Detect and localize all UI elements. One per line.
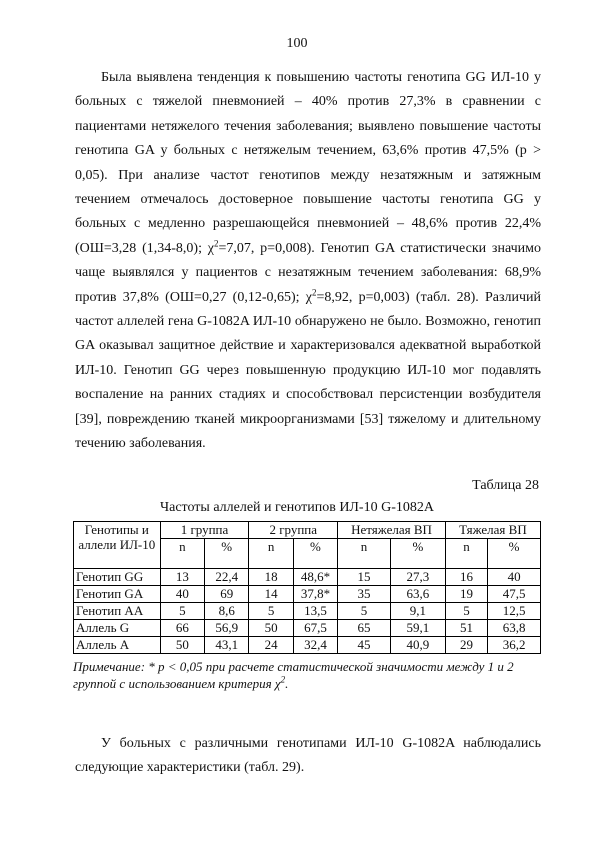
table-cell: 18: [249, 569, 293, 586]
subheader-percent: %: [488, 539, 541, 569]
group-header: 1 группа: [160, 522, 249, 539]
row-label: Аллель А: [74, 637, 161, 654]
page-number: 100: [286, 36, 308, 51]
table-cell: 63,8: [488, 620, 541, 637]
table-cell: 50: [160, 637, 204, 654]
table-cell: 9,1: [390, 603, 445, 620]
table-row: [74, 586, 541, 603]
note-end: .: [285, 676, 289, 691]
group-header: Нетяжелая ВП: [338, 522, 446, 539]
row-label: Генотип GA: [74, 586, 161, 603]
note-text: Примечание: * р < 0,05 при расчете статистической значимости между 1 и 2 группой с использованием критерия χ: [73, 659, 514, 691]
row-label: Аллель G: [74, 620, 161, 637]
paragraph-next-table-intro: У больных с различными генотипами ИЛ-10 G-1082A наблюдались следующие характеристики (табл. 29).: [75, 736, 541, 776]
table-cell: 35: [338, 586, 391, 603]
table-cell: 40,9: [390, 637, 445, 654]
table-cell: 63,6: [390, 586, 445, 603]
chi-square-superscript: 2: [312, 287, 317, 297]
subheader-n: n: [160, 539, 204, 569]
subheader-percent: %: [293, 539, 337, 569]
table-title: Частоты аллелей и генотипов ИЛ-10 G-1082A: [160, 500, 434, 515]
group-header: Тяжелая ВП: [445, 522, 540, 539]
table-cell: 37,8*: [293, 586, 337, 603]
table-cell: 29: [445, 637, 487, 654]
paragraph-text-part-1: Была выявлена тенденция к повышению частоты генотипа GG ИЛ-10 у больных с тяжелой пневмонией – 40% против 27,3% в сравнении с пациентами нетяжелого течения заболевания; выявлено повышение частоты генотипа GA у больных с нетяжелым течением, 63,6% против 47,5% (р > 0,05). При анализе частот генотипов между незатяжным и затяжным течением отмечалось достоверное повышение частоты генотипа GG у больных с медленно разрешающейся пневмонией – 48,6% против 22,4% (ОШ=3,28 (1,34-8,0); χ: [75, 70, 541, 256]
allele-genotype-table: [73, 521, 541, 654]
table-number: Таблица 28: [472, 478, 539, 493]
table-cell: 50: [249, 620, 293, 637]
table-row: [74, 603, 541, 620]
table-cell: 5: [445, 603, 487, 620]
table-cell: 13,5: [293, 603, 337, 620]
table-cell: 14: [249, 586, 293, 603]
table-cell: 45: [338, 637, 391, 654]
subheader-n: n: [445, 539, 487, 569]
table-cell: 40: [488, 569, 541, 586]
table-row: [74, 637, 541, 654]
table-note: [73, 658, 543, 692]
table-cell: 5: [249, 603, 293, 620]
table-cell: 32,4: [293, 637, 337, 654]
subheader-n: n: [249, 539, 293, 569]
table-cell: 48,6*: [293, 569, 337, 586]
table-cell: 15: [338, 569, 391, 586]
table-cell: 27,3: [390, 569, 445, 586]
table-cell: 13: [160, 569, 204, 586]
chi-square-superscript: 2: [213, 238, 219, 249]
chi-square-superscript: 2: [280, 674, 286, 685]
table-cell: 65: [338, 620, 391, 637]
paragraph-text-part-2: =7,07, р=0,008). Генотип GA статистически значимо чаще выявлялся у пациентов с незатяжным течением заболевания: 68,9% против 37,8% (ОШ=0,27 (0,12-0,65); χ: [75, 240, 541, 305]
table-cell: 40: [160, 586, 204, 603]
table-cell: 43,1: [205, 637, 249, 654]
subheader-n: n: [338, 539, 391, 569]
table-cell: 22,4: [205, 569, 249, 586]
table-cell: 5: [160, 603, 204, 620]
table-cell: 56,9: [205, 620, 249, 637]
table-row: [74, 569, 541, 586]
table-cell: 59,1: [390, 620, 445, 637]
subheader-percent: %: [205, 539, 249, 569]
corner-header: Генотипы и аллели ИЛ-10: [74, 522, 161, 569]
paragraph-genotype-findings: [75, 66, 541, 457]
table-row: [74, 620, 541, 637]
table-cell: 66: [160, 620, 204, 637]
table-cell: 19: [445, 586, 487, 603]
table-cell: 8,6: [205, 603, 249, 620]
table-cell: 67,5: [293, 620, 337, 637]
subheader-percent: %: [390, 539, 445, 569]
table-cell: 69: [205, 586, 249, 603]
group-header: 2 группа: [249, 522, 338, 539]
row-label: Генотип AA: [74, 603, 161, 620]
table-cell: 12,5: [488, 603, 541, 620]
row-label: Генотип GG: [74, 569, 161, 586]
table-cell: 5: [338, 603, 391, 620]
table-cell: 47,5: [488, 586, 541, 603]
table-cell: 51: [445, 620, 487, 637]
table-cell: 24: [249, 637, 293, 654]
table-cell: 36,2: [488, 637, 541, 654]
paragraph-text-part-3: =8,92, р=0,003) (табл. 28). Различий частот аллелей гена G-1082A ИЛ-10 обнаружено не было. Возможно, генотип GA оказывал защитное действие и характеризовался адекватной выработкой ИЛ-10. Генотип GG через повышенную продукцию ИЛ-10 мог подавлять воспаление на ранних стадиях и способствовал персистенции возбудителя [39], повреждению тканей микроорганизмами [53] тяжелому и длительному течению заболевания.: [75, 289, 541, 452]
table-cell: 16: [445, 569, 487, 586]
